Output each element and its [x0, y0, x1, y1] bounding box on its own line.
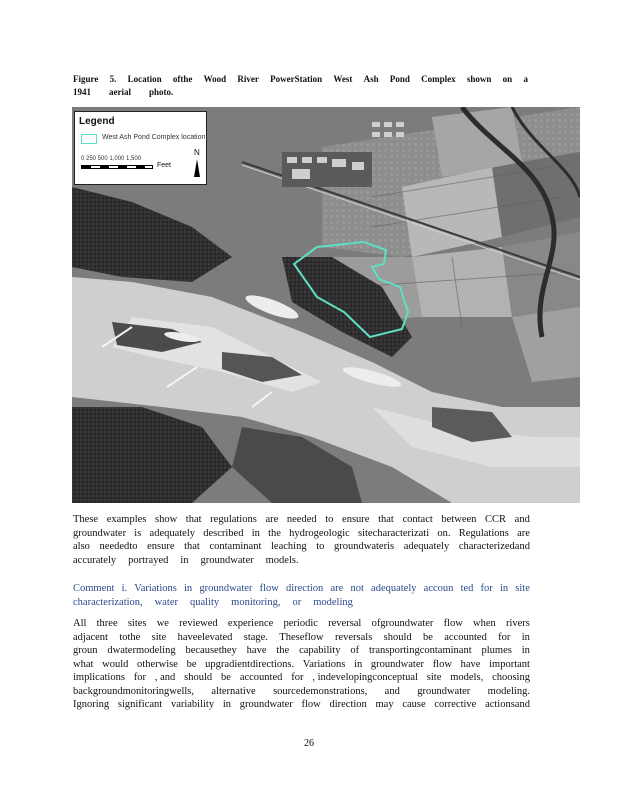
text-word: groun — [73, 645, 98, 656]
text-word: ensure — [342, 514, 370, 525]
map-legend — [74, 111, 207, 185]
text-word: reviewed — [179, 618, 218, 629]
text-line — [73, 698, 530, 712]
text-word: examples — [106, 514, 147, 525]
text-word: corrective — [434, 699, 477, 710]
text-word: capability — [299, 645, 341, 656]
comment-heading — [73, 582, 530, 609]
text-word: , indevelopingconceptual — [312, 672, 418, 683]
text-word: contaminant — [209, 541, 262, 552]
text-word: on. — [437, 527, 451, 539]
text-word: sitecharacterizati — [358, 527, 430, 539]
text-word: CCR — [485, 514, 507, 525]
caption-word: River — [237, 74, 259, 84]
text-word: when — [473, 618, 496, 629]
text-word: that — [185, 514, 202, 525]
caption-line-2 — [73, 86, 528, 99]
text-word: not — [350, 583, 364, 594]
text-line — [73, 631, 530, 645]
text-line — [73, 513, 530, 527]
text-word: needed — [286, 514, 317, 525]
text-word: monitoring, — [231, 596, 281, 608]
scale-bar-labels: 0 250 500 1,000 1,500 — [81, 156, 142, 162]
caption-word: 5. — [109, 74, 117, 84]
text-word: have — [246, 645, 267, 656]
text-word: modeling — [313, 596, 353, 608]
text-word: three — [96, 618, 118, 629]
text-word: in — [251, 527, 260, 539]
text-word: are — [265, 514, 279, 525]
text-word: adequately — [403, 541, 450, 552]
text-word: ofgroundwater — [371, 618, 434, 629]
caption-word: a — [523, 74, 528, 84]
text-word: flow — [432, 658, 452, 670]
scale-unit: Feet — [157, 162, 172, 169]
text-word: portrayed — [128, 554, 169, 566]
text-word: contact — [402, 514, 433, 525]
text-word: be — [221, 672, 231, 683]
text-word: described — [203, 527, 244, 539]
text-word: groundwater — [239, 699, 293, 710]
text-word: i. — [121, 583, 128, 594]
text-word: should — [184, 672, 213, 683]
text-line — [73, 658, 530, 672]
paragraph-regulations — [73, 513, 530, 567]
text-word: direction — [285, 583, 324, 594]
text-word: upgradientdirections. — [205, 658, 295, 670]
text-word: Variations — [302, 658, 346, 670]
text-word: in — [354, 658, 363, 670]
text-word: in — [180, 554, 189, 566]
text-word: backgroundmonitoringwells, — [73, 685, 195, 697]
text-word: is — [134, 527, 142, 539]
caption-word: aerial — [109, 87, 131, 97]
text-word: haveelevated — [177, 631, 233, 643]
text-word: accoun — [423, 583, 454, 594]
text-word: in — [521, 631, 530, 643]
text-word: reversals — [334, 631, 373, 643]
text-word: adjacent — [73, 631, 108, 643]
text-word: actionsand — [485, 699, 530, 710]
text-line — [73, 527, 530, 541]
text-word: significant — [117, 699, 163, 710]
text-word: water — [154, 596, 178, 608]
caption-word: Location — [127, 74, 162, 84]
text-word: accounted — [239, 672, 283, 683]
text-word: adequately — [371, 583, 417, 594]
text-word: groundwater — [73, 527, 127, 539]
text-word: accurately — [73, 554, 117, 566]
legend-entry: West Ash Pond Complex location — [102, 134, 206, 141]
text-line — [73, 582, 530, 596]
text-word: for — [498, 631, 511, 643]
text-word: , and — [154, 672, 176, 683]
figure-caption — [73, 73, 528, 99]
text-word: for — [133, 672, 147, 683]
caption-word: PowerStation — [270, 74, 323, 84]
caption-word: Complex — [421, 74, 456, 84]
text-word: cause — [402, 699, 426, 710]
text-word: between — [441, 514, 477, 525]
text-word: in — [499, 583, 509, 594]
text-word: are — [330, 583, 344, 594]
paragraph-flow-reversal — [73, 617, 530, 712]
text-word: or — [292, 596, 302, 608]
text-word: sites — [127, 618, 147, 629]
text-line — [73, 596, 530, 610]
text-word: plumes — [481, 645, 512, 656]
caption-word: 1941 — [73, 87, 91, 97]
text-word: implications — [73, 672, 125, 683]
caption-word: Ash — [363, 74, 379, 84]
text-word: reversal — [328, 618, 362, 629]
text-word: experience — [227, 618, 274, 629]
text-word: adequately — [149, 527, 196, 539]
text-word: in — [521, 645, 530, 656]
text-word: have — [460, 658, 481, 670]
text-word: and — [384, 685, 400, 697]
north-arrow-icon — [194, 159, 200, 177]
text-word: tothe — [119, 631, 141, 643]
text-word: Ignoring — [73, 699, 110, 710]
text-word: groundwater — [370, 658, 424, 670]
text-word: for — [480, 583, 493, 594]
text-word: rivers — [505, 618, 530, 629]
text-word: ensure — [147, 541, 175, 552]
text-word: Comment — [73, 583, 115, 594]
text-word: important — [489, 658, 530, 670]
text-word: neededto — [99, 541, 138, 552]
text-word: stage. — [243, 631, 268, 643]
text-word: direction — [329, 699, 367, 710]
text-word: be — [186, 658, 197, 670]
text-word: and — [514, 514, 530, 525]
caption-word: Figure — [73, 74, 99, 84]
text-word: should — [383, 631, 412, 643]
text-word: may — [375, 699, 394, 710]
text-word: sourcedemonstrations, — [273, 685, 368, 697]
text-word: groundwater — [200, 554, 254, 566]
text-line — [73, 685, 530, 699]
text-word: characterizedand — [458, 541, 530, 552]
text-word: that — [378, 514, 394, 525]
caption-word: on — [502, 74, 513, 84]
text-word: be — [423, 631, 433, 643]
caption-word: ofthe — [172, 74, 193, 84]
text-word: are — [517, 527, 530, 539]
text-word: site — [515, 583, 530, 594]
legend-title: Legend — [79, 116, 115, 127]
text-word: flow — [301, 699, 321, 710]
page-number: 26 — [304, 738, 314, 749]
text-word: quality — [190, 596, 220, 608]
text-word: to — [325, 514, 334, 525]
text-word: characterization, — [73, 596, 143, 608]
north-label: N — [194, 148, 200, 157]
text-word: site — [151, 631, 167, 643]
caption-line-1 — [73, 73, 528, 86]
text-word: of — [350, 645, 360, 656]
text-word: All — [73, 618, 87, 629]
text-word: to — [316, 541, 325, 552]
text-line — [73, 540, 530, 554]
text-word: flow — [259, 583, 279, 594]
text-word: we — [156, 618, 169, 629]
text-word: ted — [460, 583, 474, 594]
text-word: accounted — [444, 631, 487, 643]
caption-word: West — [333, 74, 353, 84]
caption-word: Wood — [203, 74, 227, 84]
text-line — [73, 644, 530, 658]
text-word: models, — [450, 672, 484, 683]
text-word: modeling. — [487, 685, 530, 697]
text-word: transportingcontaminant — [368, 645, 472, 656]
text-line — [73, 671, 530, 685]
text-word: hydrogeologic — [289, 527, 350, 539]
text-word: groundwater — [417, 685, 471, 697]
text-word: site — [426, 672, 442, 683]
text-word: the — [276, 645, 290, 656]
text-word: flow — [443, 618, 463, 629]
text-word: variability — [170, 699, 215, 710]
text-word: in — [222, 699, 231, 710]
text-word: Variations — [134, 583, 177, 594]
text-word: dwatermodeling — [107, 645, 176, 656]
text-word: also — [73, 541, 90, 552]
text-word: regulations — [210, 514, 257, 525]
text-word: leaching — [271, 541, 307, 552]
caption-word: shown — [466, 74, 492, 84]
text-word: that — [184, 541, 200, 552]
text-line — [73, 554, 530, 568]
text-word: becausethey — [185, 645, 237, 656]
text-word: Regulations — [458, 527, 509, 539]
text-word: periodic — [283, 618, 318, 629]
legend-swatch — [81, 134, 97, 144]
text-line — [73, 617, 530, 631]
text-word: the — [268, 527, 281, 539]
caption-word: photo. — [149, 87, 174, 97]
text-word: alternative — [211, 685, 256, 697]
text-word: These — [73, 514, 99, 525]
text-word: Theseflow — [279, 631, 324, 643]
text-word: what — [73, 658, 94, 670]
caption-word: Pond — [389, 74, 410, 84]
text-word: in — [184, 583, 193, 594]
text-word: otherwise — [137, 658, 178, 670]
text-word: show — [154, 514, 178, 525]
text-word: for — [291, 672, 304, 683]
text-word: models. — [265, 554, 299, 566]
scale-bar — [81, 165, 153, 169]
text-word: choosing — [492, 672, 530, 683]
text-word: would — [102, 658, 129, 670]
text-word: groundwater — [199, 583, 253, 594]
text-word: groundwateris — [334, 541, 395, 552]
